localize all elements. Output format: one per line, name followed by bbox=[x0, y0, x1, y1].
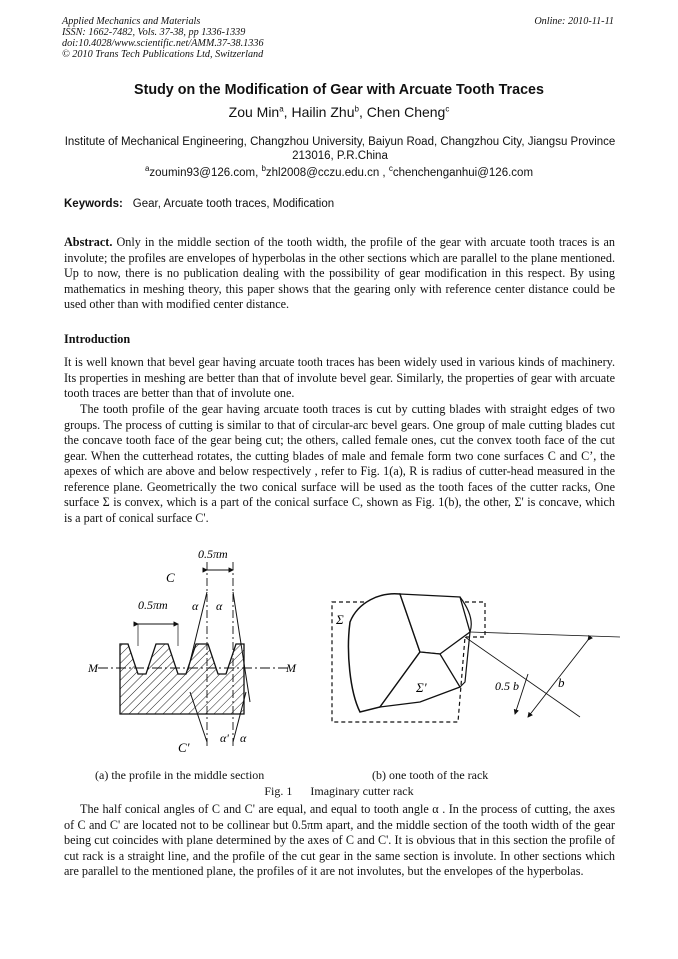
doi-line: doi:10.4028/www.scientific.net/AMM.37-38.1336 bbox=[62, 38, 264, 49]
label-m-right: M bbox=[286, 661, 296, 675]
label-c-prime: C' bbox=[178, 740, 190, 755]
email-link[interactable]: zhl2008@cczu.edu.cn bbox=[265, 166, 380, 179]
rack-body bbox=[120, 644, 244, 714]
label-half-b: 0.5 b bbox=[495, 679, 519, 693]
author-name: Hailin Zhu bbox=[291, 104, 355, 120]
label-alpha-3: α bbox=[240, 731, 247, 745]
caption-b: (b) one tooth of the rack bbox=[372, 768, 489, 782]
issn-line: ISSN: 1662-7482, Vols. 37-38, pp 1336-1339 bbox=[62, 27, 246, 38]
label-alpha-2: α bbox=[216, 599, 223, 613]
online-date: Online: 2010-11-11 bbox=[534, 16, 614, 27]
intro-paragraph-3: The half conical angles of C and C' are equal, and equal to tooth angle α . In the process of cutting, the axes of C and C' are located not to be collinear but 0.5πm apart, and the middle section of the tooth width of the gear being cut coincides with plane determined by the axes of C and C'. It is obvious that in this section the profile of cut rack is a straight line, and the profile of the cut gear in the same section is involute. In other sections which are parallel to the mentioned plane, the profiles of it are not involutes, but the envelopes of the hyperbolas. bbox=[64, 802, 615, 878]
abstract-label: Abstract. bbox=[64, 235, 113, 249]
abstract-text: Only in the middle section of the tooth width, the profile of the gear with arcuate tooth traces is an involute; the profiles are envelopes of hyperbolas in the other sections which are parallel to the plane mentioned. Up to now, there is no publication dealing with the possibility of gear modification in this respect. By using mathematics in meshing theory, this paper shows that the gearing only with reference center distance could be used other than with modified center distance. bbox=[64, 235, 615, 311]
rack-profile-a bbox=[87, 547, 297, 755]
label-sigma-prime: Σ' bbox=[416, 680, 427, 695]
keywords-text: Gear, Arcuate tooth traces, Modification bbox=[132, 198, 335, 210]
author-sup: b bbox=[354, 104, 359, 114]
author-name: Zou Min bbox=[228, 104, 280, 120]
label-half-pitch-top: 0.5πm bbox=[198, 547, 228, 561]
email-link[interactable]: chenchenganhui@126.com bbox=[392, 166, 534, 179]
figure-1 bbox=[80, 542, 620, 770]
figure-title: Imaginary cutter rack bbox=[310, 784, 414, 798]
label-m-left: M bbox=[88, 661, 98, 675]
intro-paragraph-1: It is well known that bevel gear having arcuate tooth traces has been widely used in various kinds of machinery. Its properties in meshing are better than that of involute bevel gear. Similarly, the properties of gear with arcuate tooth traces are better than that of involute one. bbox=[64, 355, 615, 400]
author-sup: c bbox=[445, 104, 450, 114]
journal-name: Applied Mechanics and Materials bbox=[62, 16, 201, 27]
figure-drawing bbox=[80, 542, 620, 770]
label-alpha-prime: α' bbox=[220, 731, 229, 745]
author-list: Zou Min$^a$, Hailin Zhu$^b$, Chen Cheng$^c$ bbox=[228, 104, 450, 120]
paper-title: Study on the Modification of Gear with Arcuate Tooth Traces bbox=[134, 82, 544, 98]
figure-number: Fig. 1 bbox=[264, 784, 293, 798]
keywords bbox=[64, 198, 334, 210]
author-name: Chen Cheng bbox=[366, 104, 446, 120]
label-b: b bbox=[558, 675, 565, 690]
label-half-pitch-left: 0.5πm bbox=[138, 598, 168, 612]
section-heading: Introduction bbox=[64, 332, 131, 346]
copyright-line: © 2010 Trans Tech Publications Ltd, Switzerland bbox=[62, 49, 264, 60]
caption-a: (a) the profile in the middle section bbox=[95, 768, 265, 782]
intro-paragraph-2: The tooth profile of the gear having arcuate tooth traces is cut by cutting blades with straight edges of two groups. The process of cutting is similar to that of circular-arc bevel gears. One group of male cutting blades cut the concave tooth face of the gear being cut; the others, called female ones, cut the convex tooth face of the cut gear. When the cutterhead rotates, the cutting blades of male and female form two cone surfaces C and C’, the apexes of which are above and below respectively , refer to Fig. 1(a), R is radius of cutter-head measured in the reference plane. Geometrically the two conical surface will be used as the tooth faces of the cutter racks, One surface Σ is convex, which is a part of the conical surface C, shown as Fig. 1(b), the other, Σ' is concave, which is a part of conical surface C'. bbox=[64, 402, 615, 525]
author-sup: a bbox=[279, 104, 284, 114]
abstract bbox=[64, 235, 615, 313]
email-list: $^a$zoumin93@126.com, $^b$zhl2008@cczu.edu.cn , $^c$chenchenganhui@126.com bbox=[144, 164, 534, 179]
affiliation: Institute of Mechanical Engineering, Changzhou University, Baiyun Road, Changzhou City, Jiangsu Province 213016, P.R.China bbox=[64, 136, 616, 162]
figure-caption bbox=[0, 784, 678, 799]
label-sigma: Σ bbox=[336, 612, 344, 627]
keywords-label: Keywords: bbox=[64, 198, 123, 210]
running-header bbox=[62, 16, 264, 60]
label-c: C bbox=[166, 570, 175, 585]
rack-tooth-b bbox=[332, 594, 620, 722]
label-alpha-1: α bbox=[192, 599, 199, 613]
email-link[interactable]: zoumin93@126.com bbox=[149, 166, 256, 179]
